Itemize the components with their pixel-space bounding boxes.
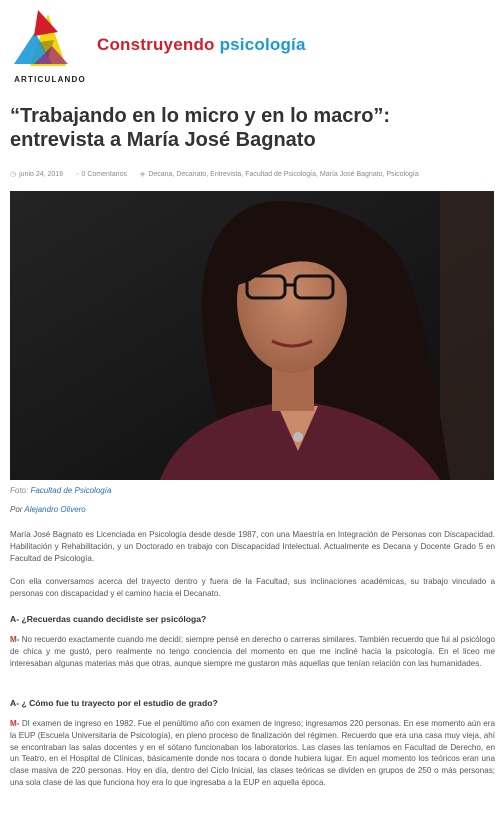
answer-1	[10, 634, 495, 669]
photo-caption-link[interactable]: Facultad de Psicología	[30, 486, 112, 495]
tag-icon: ◈	[139, 171, 146, 178]
site-title-part2: psicología	[219, 35, 306, 54]
article-tags[interactable]: Decana, Decanato, Entrevista, Facultad de Psicología, María José Bagnato, Psicología	[148, 171, 419, 178]
clock-icon: ◷	[10, 171, 17, 178]
photo-caption	[10, 486, 111, 495]
article-title	[10, 104, 495, 152]
portrait-image	[10, 191, 494, 480]
question-1: A- ¿Recuerdas cuando decidiste ser psicóloga?	[10, 614, 207, 624]
intro-paragraph-2: Con ella conversamos acerca del trayecto dentro y fuera de la Facultad, sus inclinaciones académicas, su trabajo vinculado a personas con discapacidad y el camino hacia el Decanato.	[10, 577, 495, 598]
article-title-line2: entrevista a María José Bagnato	[10, 129, 316, 151]
answer-2-lead: M-	[10, 719, 20, 728]
answer-1-text: No recuerdo exactamente cuando me decidí; siempre pensé en derecho o carreras similares. También recuerdo que fui al psicólogo de chica y me gustó, pero realmente no tengo conciencia del momento en que me incliné hacia la psicología. En el liceo me interesaban algunas materias más que otras, aunque siempre me gustaron más aquellas que tenían relación con las humanidades.	[10, 635, 495, 668]
article-meta	[10, 170, 495, 178]
intro-paragraph-1: María José Bagnato es Licenciada en Psicología desde desde 1987, con una Maestría en Integración de Personas con Discapacidad. Habilitación y Rehabilitación, y un Doctorado en trabajo con Discapacidad Intelectual. Actualmente es Decana y Docente Grado 5 en Facultad de Psicología.	[10, 530, 495, 563]
article-date[interactable]: junio 24, 2016	[19, 171, 64, 178]
site-title[interactable]	[97, 35, 306, 55]
comments-link[interactable]: 0 Comentarios	[81, 171, 128, 178]
comment-icon: ▫	[76, 171, 79, 178]
logo-triangles-icon	[8, 6, 86, 76]
article-photo	[10, 191, 494, 480]
logo-text: ARTICULANDO	[14, 75, 86, 84]
byline	[10, 505, 86, 514]
byline-prefix: Por	[10, 505, 23, 514]
site-logo[interactable]	[8, 6, 86, 88]
site-title-part1: Construyendo	[97, 35, 215, 54]
site-header	[0, 0, 503, 92]
answer-2-text: DI examen de ingreso en 1982. Fue el penúltimo año con examen de ingreso; ingresamos 220 personas. En ese momento aún era la EUP (Escuela Universitaria de Psicología), en pleno proceso de finalización del régimen. Recuerdo que era una casa muy vieja, ahí se encontraban las salas docentes y en el sótano funcionaban los laboratorios. Las clases las teníamos en Facultad de Derecho, en un Teatro, en el Hospital de Clínicas, básicamente donde nos tocara o donde hubiera lugar. En aquel momento los teóricos eran una clase masiva de 220 personas. Hoy en día, dentro del Ciclo Inicial, las clases teóricas se dividen en grupos de 250 o más personas; una sola clase de las que funciona hoy era lo que ingresaba a la EUP en aquella época.	[10, 719, 495, 787]
answer-2	[10, 718, 495, 789]
question-2: A- ¿ Cómo fue tu trayecto por el estudio de grado?	[10, 698, 218, 708]
photo-caption-prefix: Foto:	[10, 486, 29, 495]
article-title-line1: “Trabajando en lo micro y en lo macro”:	[10, 105, 391, 127]
answer-1-lead: M-	[10, 635, 20, 644]
author-link[interactable]: Alejandro Olivero	[24, 505, 86, 514]
